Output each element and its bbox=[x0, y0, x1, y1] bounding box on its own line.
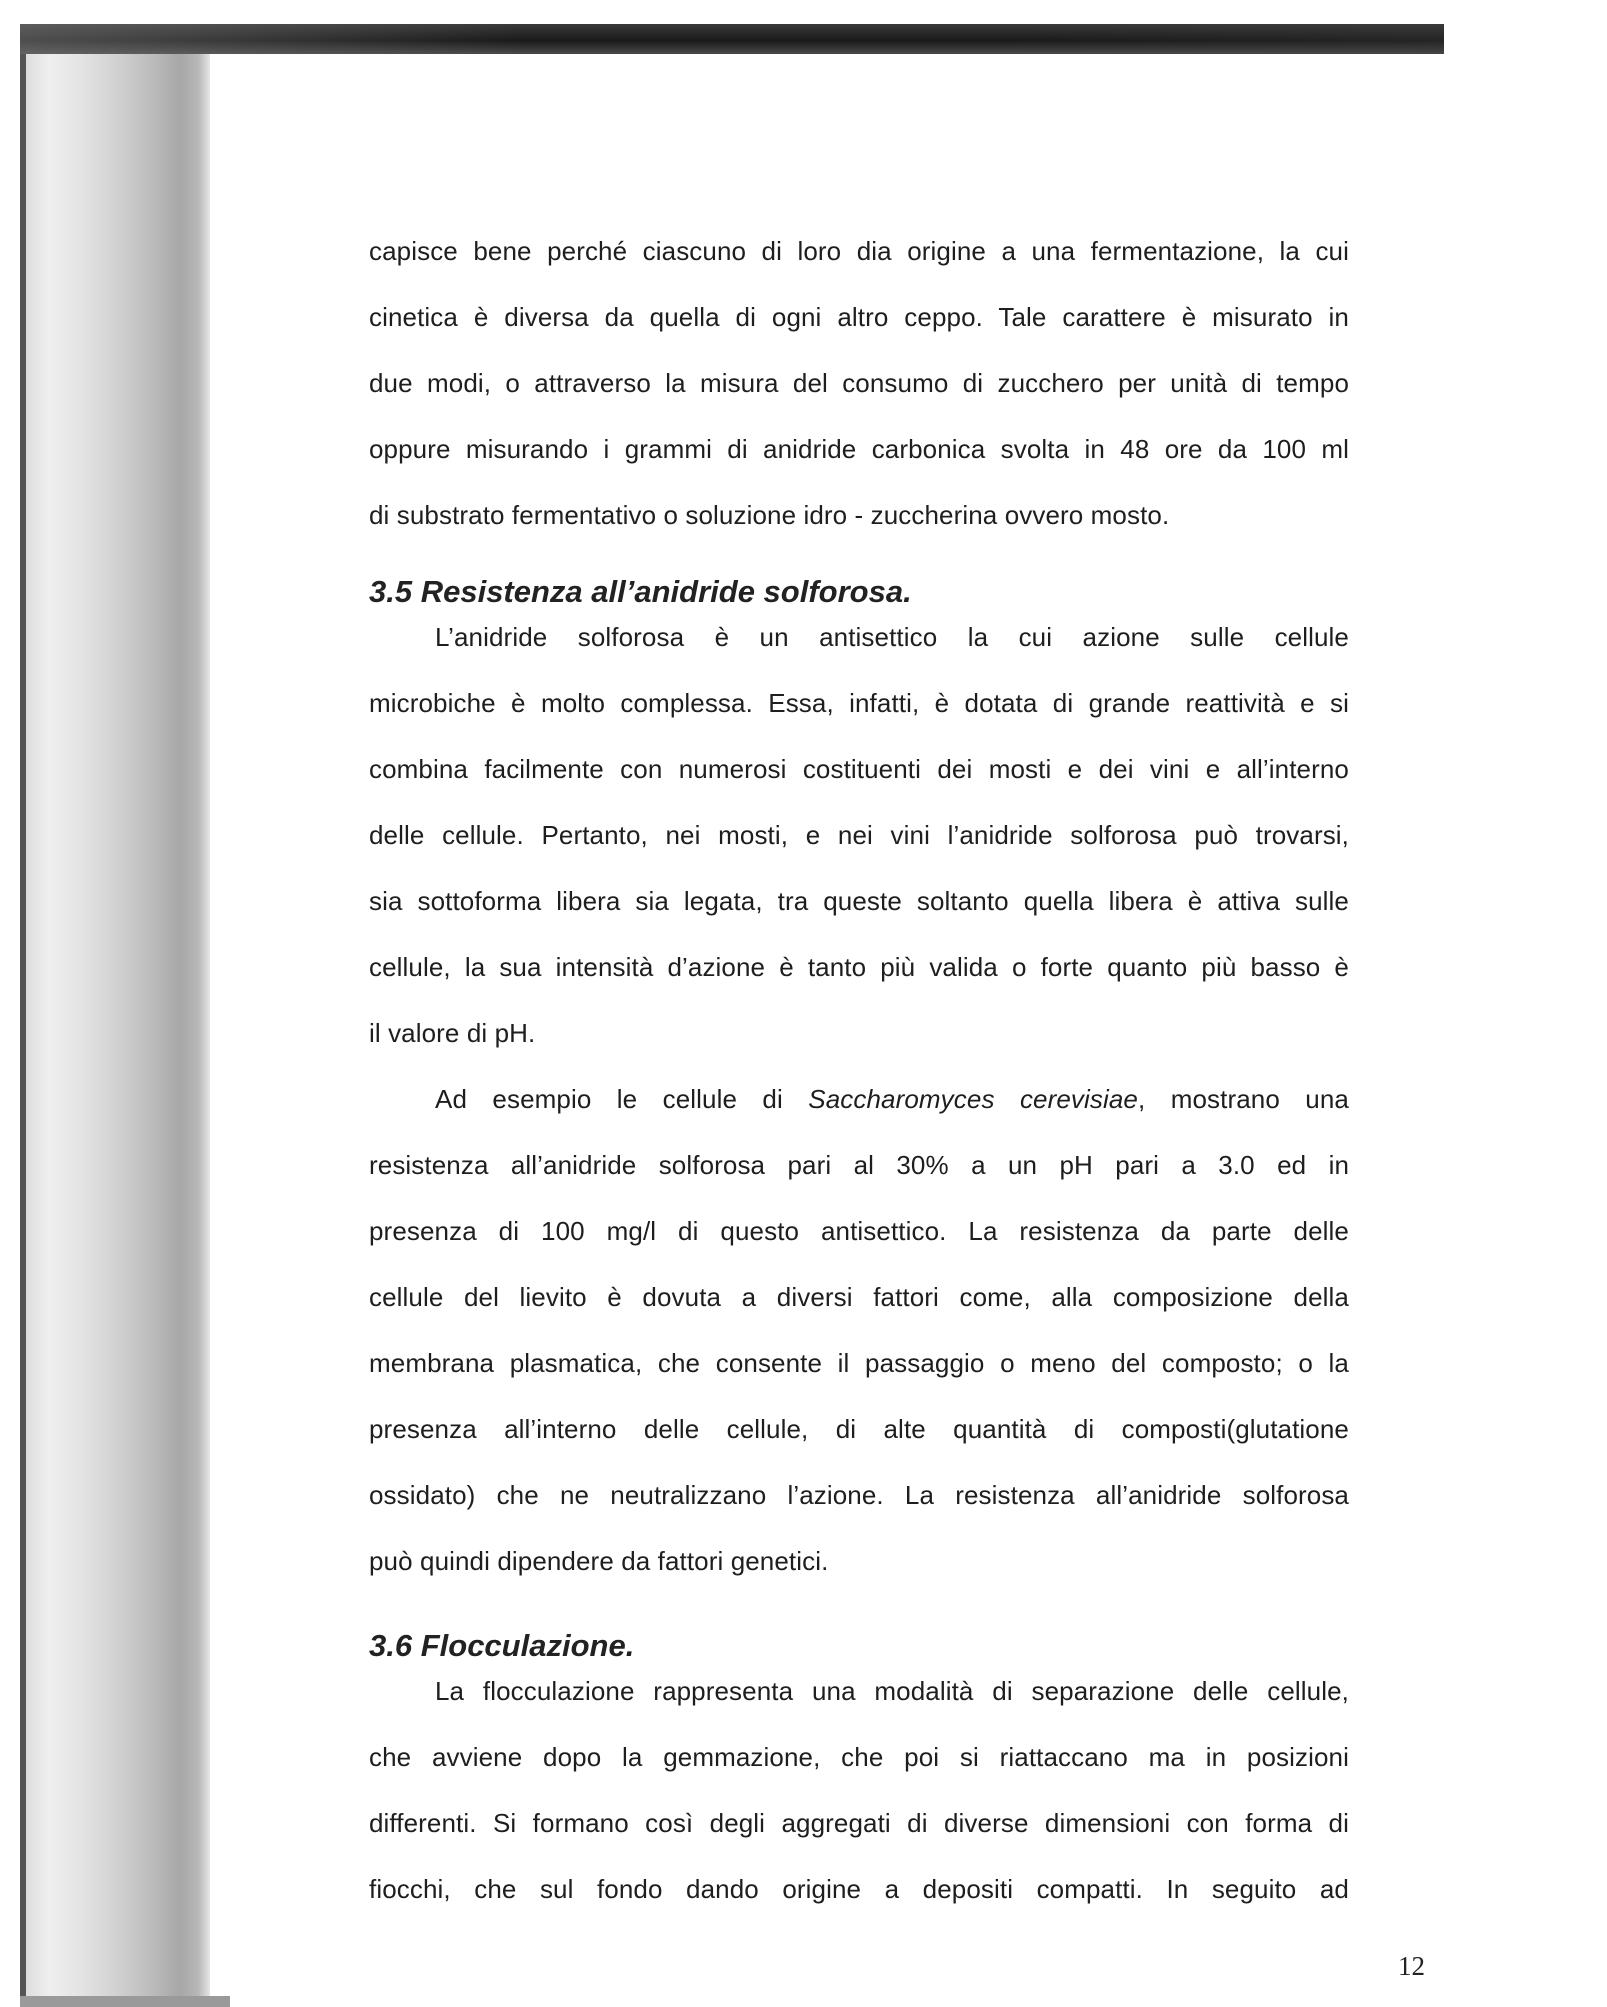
text-line: cellule del lievito è dovuta a diversi fattori come, alla composizione della bbox=[369, 1282, 1349, 1312]
text-line: microbiche è molto complessa. Essa, infatti, è dotata di grande reattività e si bbox=[369, 688, 1349, 718]
text-line: può quindi dipendere da fattori genetici. bbox=[369, 1546, 829, 1576]
scan-bottom-edge bbox=[20, 1996, 230, 2007]
text-line: cellule, la sua intensità d’azione è tanto più valida o forte quanto più basso è bbox=[369, 952, 1349, 982]
section-heading-3-5: 3.5 Resistenza all’anidride solforosa. bbox=[369, 574, 912, 609]
text-line bbox=[369, 1066, 1349, 1132]
paragraph-continued bbox=[369, 218, 1349, 548]
scan-top-shadow-fade bbox=[20, 24, 1444, 54]
document-page bbox=[369, 218, 1349, 1922]
text-line: differenti. Si formano così degli aggregati di diverse dimensioni con forma di bbox=[369, 1808, 1349, 1838]
paragraph-flocculation bbox=[369, 1658, 1349, 1922]
text-line: delle cellule. Pertanto, nei mosti, e nei vini l’anidride solforosa può trovarsi, bbox=[369, 820, 1349, 850]
text-fragment: , mostrano una bbox=[1138, 1084, 1349, 1114]
text-line: presenza di 100 mg/l di questo antisettico. La resistenza da parte delle bbox=[369, 1216, 1349, 1246]
scan-spine-edge bbox=[20, 54, 26, 1999]
text-line: capisce bene perché ciascuno di loro dia origine a una fermentazione, la cui bbox=[369, 236, 1349, 266]
scan-spine-shadow bbox=[20, 54, 210, 1999]
text-line: fiocchi, che sul fondo dando origine a depositi compatti. In seguito ad bbox=[369, 1874, 1349, 1904]
text-line: oppure misurando i grammi di anidride carbonica svolta in 48 ore da 100 ml bbox=[369, 434, 1349, 464]
text-line: L’anidride solforosa è un antisettico la cui azione sulle cellule bbox=[435, 622, 1349, 652]
section-heading-3-6: 3.6 Flocculazione. bbox=[369, 1628, 635, 1663]
text-line: cinetica è diversa da quella di ogni altro ceppo. Tale carattere è misurato in bbox=[369, 302, 1349, 332]
text-line: che avviene dopo la gemmazione, che poi si riattaccano ma in posizioni bbox=[369, 1742, 1349, 1772]
text-line: due modi, o attraverso la misura del consumo di zucchero per unità di tempo bbox=[369, 368, 1349, 398]
paragraph-sulfur-dioxide bbox=[369, 604, 1349, 1066]
page-number: 12 bbox=[1398, 1951, 1425, 1981]
text-line: sia sottoforma libera sia legata, tra queste soltanto quella libera è attiva sulle bbox=[369, 886, 1349, 916]
paragraph-saccharomyces-example bbox=[369, 1066, 1349, 1594]
text-line: membrana plasmatica, che consente il passaggio o meno del composto; o la bbox=[369, 1348, 1349, 1378]
text-line: resistenza all’anidride solforosa pari al 30% a un pH pari a 3.0 ed in bbox=[369, 1150, 1349, 1180]
text-line: presenza all’interno delle cellule, di alte quantità di composti(glutatione bbox=[369, 1414, 1349, 1444]
text-line: di substrato fermentativo o soluzione idro - zuccherina ovvero mosto. bbox=[369, 500, 1170, 530]
text-line: combina facilmente con numerosi costituenti dei mosti e dei vini e all’interno bbox=[369, 754, 1349, 784]
text-line: La flocculazione rappresenta una modalità di separazione delle cellule, bbox=[435, 1676, 1349, 1706]
text-line: il valore di pH. bbox=[369, 1018, 536, 1048]
text-line: ossidato) che ne neutralizzano l’azione. La resistenza all’anidride solforosa bbox=[369, 1480, 1349, 1510]
species-name: Saccharomyces cerevisiae bbox=[808, 1084, 1138, 1114]
text-fragment: Ad esempio le cellule di bbox=[435, 1084, 809, 1114]
